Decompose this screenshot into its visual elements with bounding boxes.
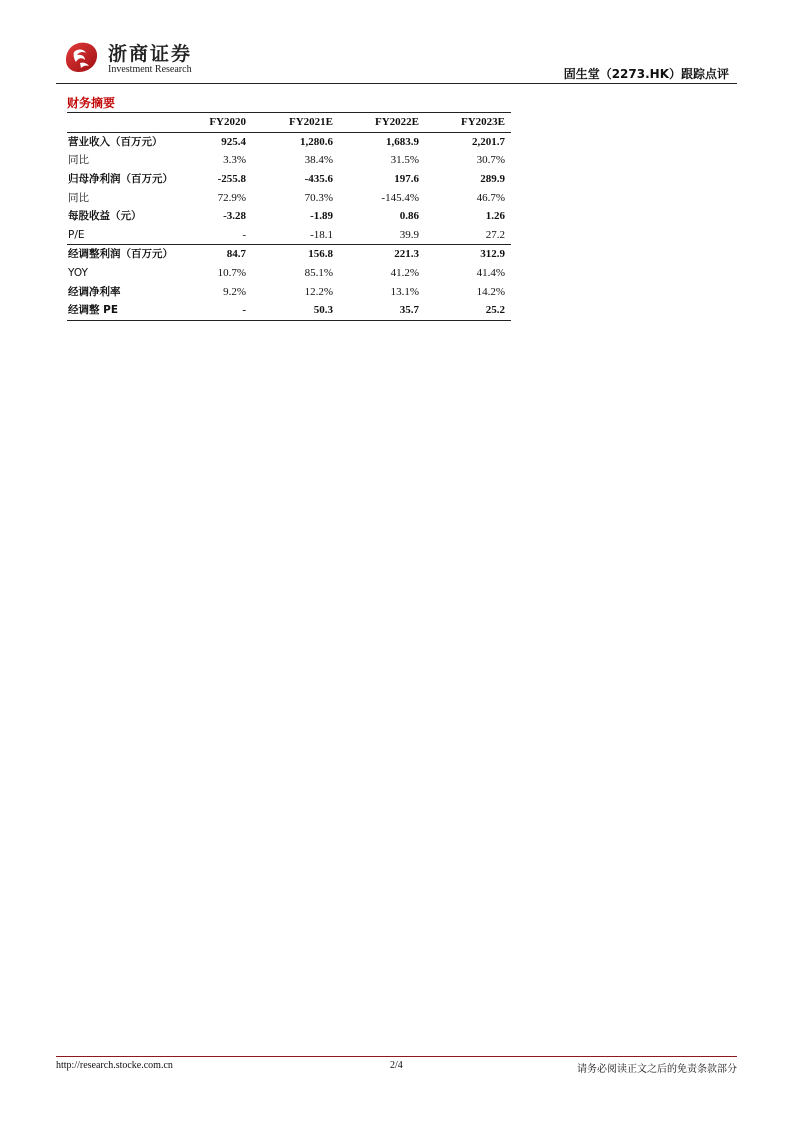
table-row-revenue (67, 132, 511, 151)
table-cell: 84.7 (195, 245, 252, 264)
table-row-adjusted-margin (67, 282, 511, 301)
row-label: 经调净利率 (68, 285, 121, 298)
table-cell: 85.1% (304, 267, 333, 280)
zheshang-logo-icon (62, 38, 100, 76)
table-cell: 46.7% (476, 191, 505, 204)
table-cell: -18.1 (310, 228, 333, 241)
table-cell: -3.28 (223, 210, 246, 223)
page-header (56, 30, 737, 84)
table-cell: 221.3 (339, 245, 425, 264)
header-cell: FY2021E (252, 113, 339, 132)
disclaimer-note: 请务必阅读正文之后的免责条款部分 (577, 1064, 737, 1075)
table-row-revenue-yoy (67, 151, 511, 170)
row-label: 同比 (68, 154, 89, 167)
row-label: 每股收益（元） (68, 210, 142, 223)
table-cell: 12.2% (304, 285, 333, 298)
row-label: P/E (68, 228, 85, 241)
logo-english-text: Investment Research (108, 64, 192, 75)
table-cell: 13.1% (390, 285, 419, 298)
row-label: 经调整利润（百万元） (67, 245, 195, 264)
row-label: 经调整 PE (67, 301, 195, 320)
table-cell: 30.7% (476, 154, 505, 167)
section-title: 财务摘要 (67, 96, 116, 110)
table-row-adjusted-yoy (67, 264, 511, 283)
table-row-net-profit (67, 170, 511, 189)
table-cell: 2,201.7 (472, 135, 505, 148)
table-cell: -435.6 (304, 173, 333, 186)
table-row-eps (67, 207, 511, 226)
table-cell: 39.9 (399, 228, 419, 241)
table-header-row (67, 113, 511, 132)
table-cell: 1,280.6 (300, 135, 333, 148)
page-number: 2/4 (390, 1060, 403, 1071)
table-cell: 312.9 (425, 245, 511, 264)
table-cell: -145.4% (381, 191, 419, 204)
table-cell: 0.86 (399, 210, 419, 223)
table-row-adjusted-profit (67, 245, 511, 264)
table-cell: 10.7% (217, 267, 246, 280)
financial-summary-table (67, 113, 511, 321)
table-cell: 50.3 (252, 301, 339, 320)
row-label: 同比 (68, 191, 89, 204)
header-divider (56, 83, 737, 84)
footer-url-link[interactable]: http://research.stocke.com.cn (56, 1060, 173, 1071)
table-cell: - (195, 301, 252, 320)
table-cell: -255.8 (217, 173, 246, 186)
table-cell: 27.2 (485, 228, 505, 241)
table-row-pe (67, 226, 511, 245)
footer-divider (56, 1056, 737, 1057)
logo-chinese-text: 浙商证券 (108, 43, 193, 65)
row-label: YOY (68, 267, 88, 280)
header-cell: FY2022E (339, 113, 425, 132)
table-cell: -1.89 (310, 210, 333, 223)
table-cell: - (242, 228, 246, 241)
table-cell: 72.9% (217, 191, 246, 204)
table-cell: 289.9 (480, 173, 505, 186)
table-cell: 9.2% (223, 285, 246, 298)
row-label: 营业收入（百万元） (68, 135, 163, 148)
table-cell: 31.5% (390, 154, 419, 167)
header-cell: FY2023E (425, 113, 511, 132)
table-cell: 1.26 (485, 210, 505, 223)
header-cell: FY2020 (195, 113, 252, 132)
header-cell-label (67, 113, 195, 132)
row-label: 归母净利润（百万元） (68, 173, 173, 186)
table-cell: 3.3% (223, 154, 246, 167)
financial-summary-section (67, 94, 511, 321)
report-title: 固生堂（2273.HK）跟踪点评 (563, 67, 729, 81)
table-cell: 1,683.9 (386, 135, 419, 148)
table-cell: 38.4% (304, 154, 333, 167)
table-cell: 156.8 (252, 245, 339, 264)
table-cell: 35.7 (339, 301, 425, 320)
table-cell: 41.2% (390, 267, 419, 280)
table-cell: 14.2% (476, 285, 505, 298)
table-row-net-profit-yoy (67, 188, 511, 207)
table-cell: 197.6 (394, 173, 419, 186)
table-cell: 925.4 (221, 135, 246, 148)
table-cell: 25.2 (425, 301, 511, 320)
table-cell: 70.3% (304, 191, 333, 204)
table-row-adjusted-pe (67, 301, 511, 320)
table-cell: 41.4% (476, 267, 505, 280)
